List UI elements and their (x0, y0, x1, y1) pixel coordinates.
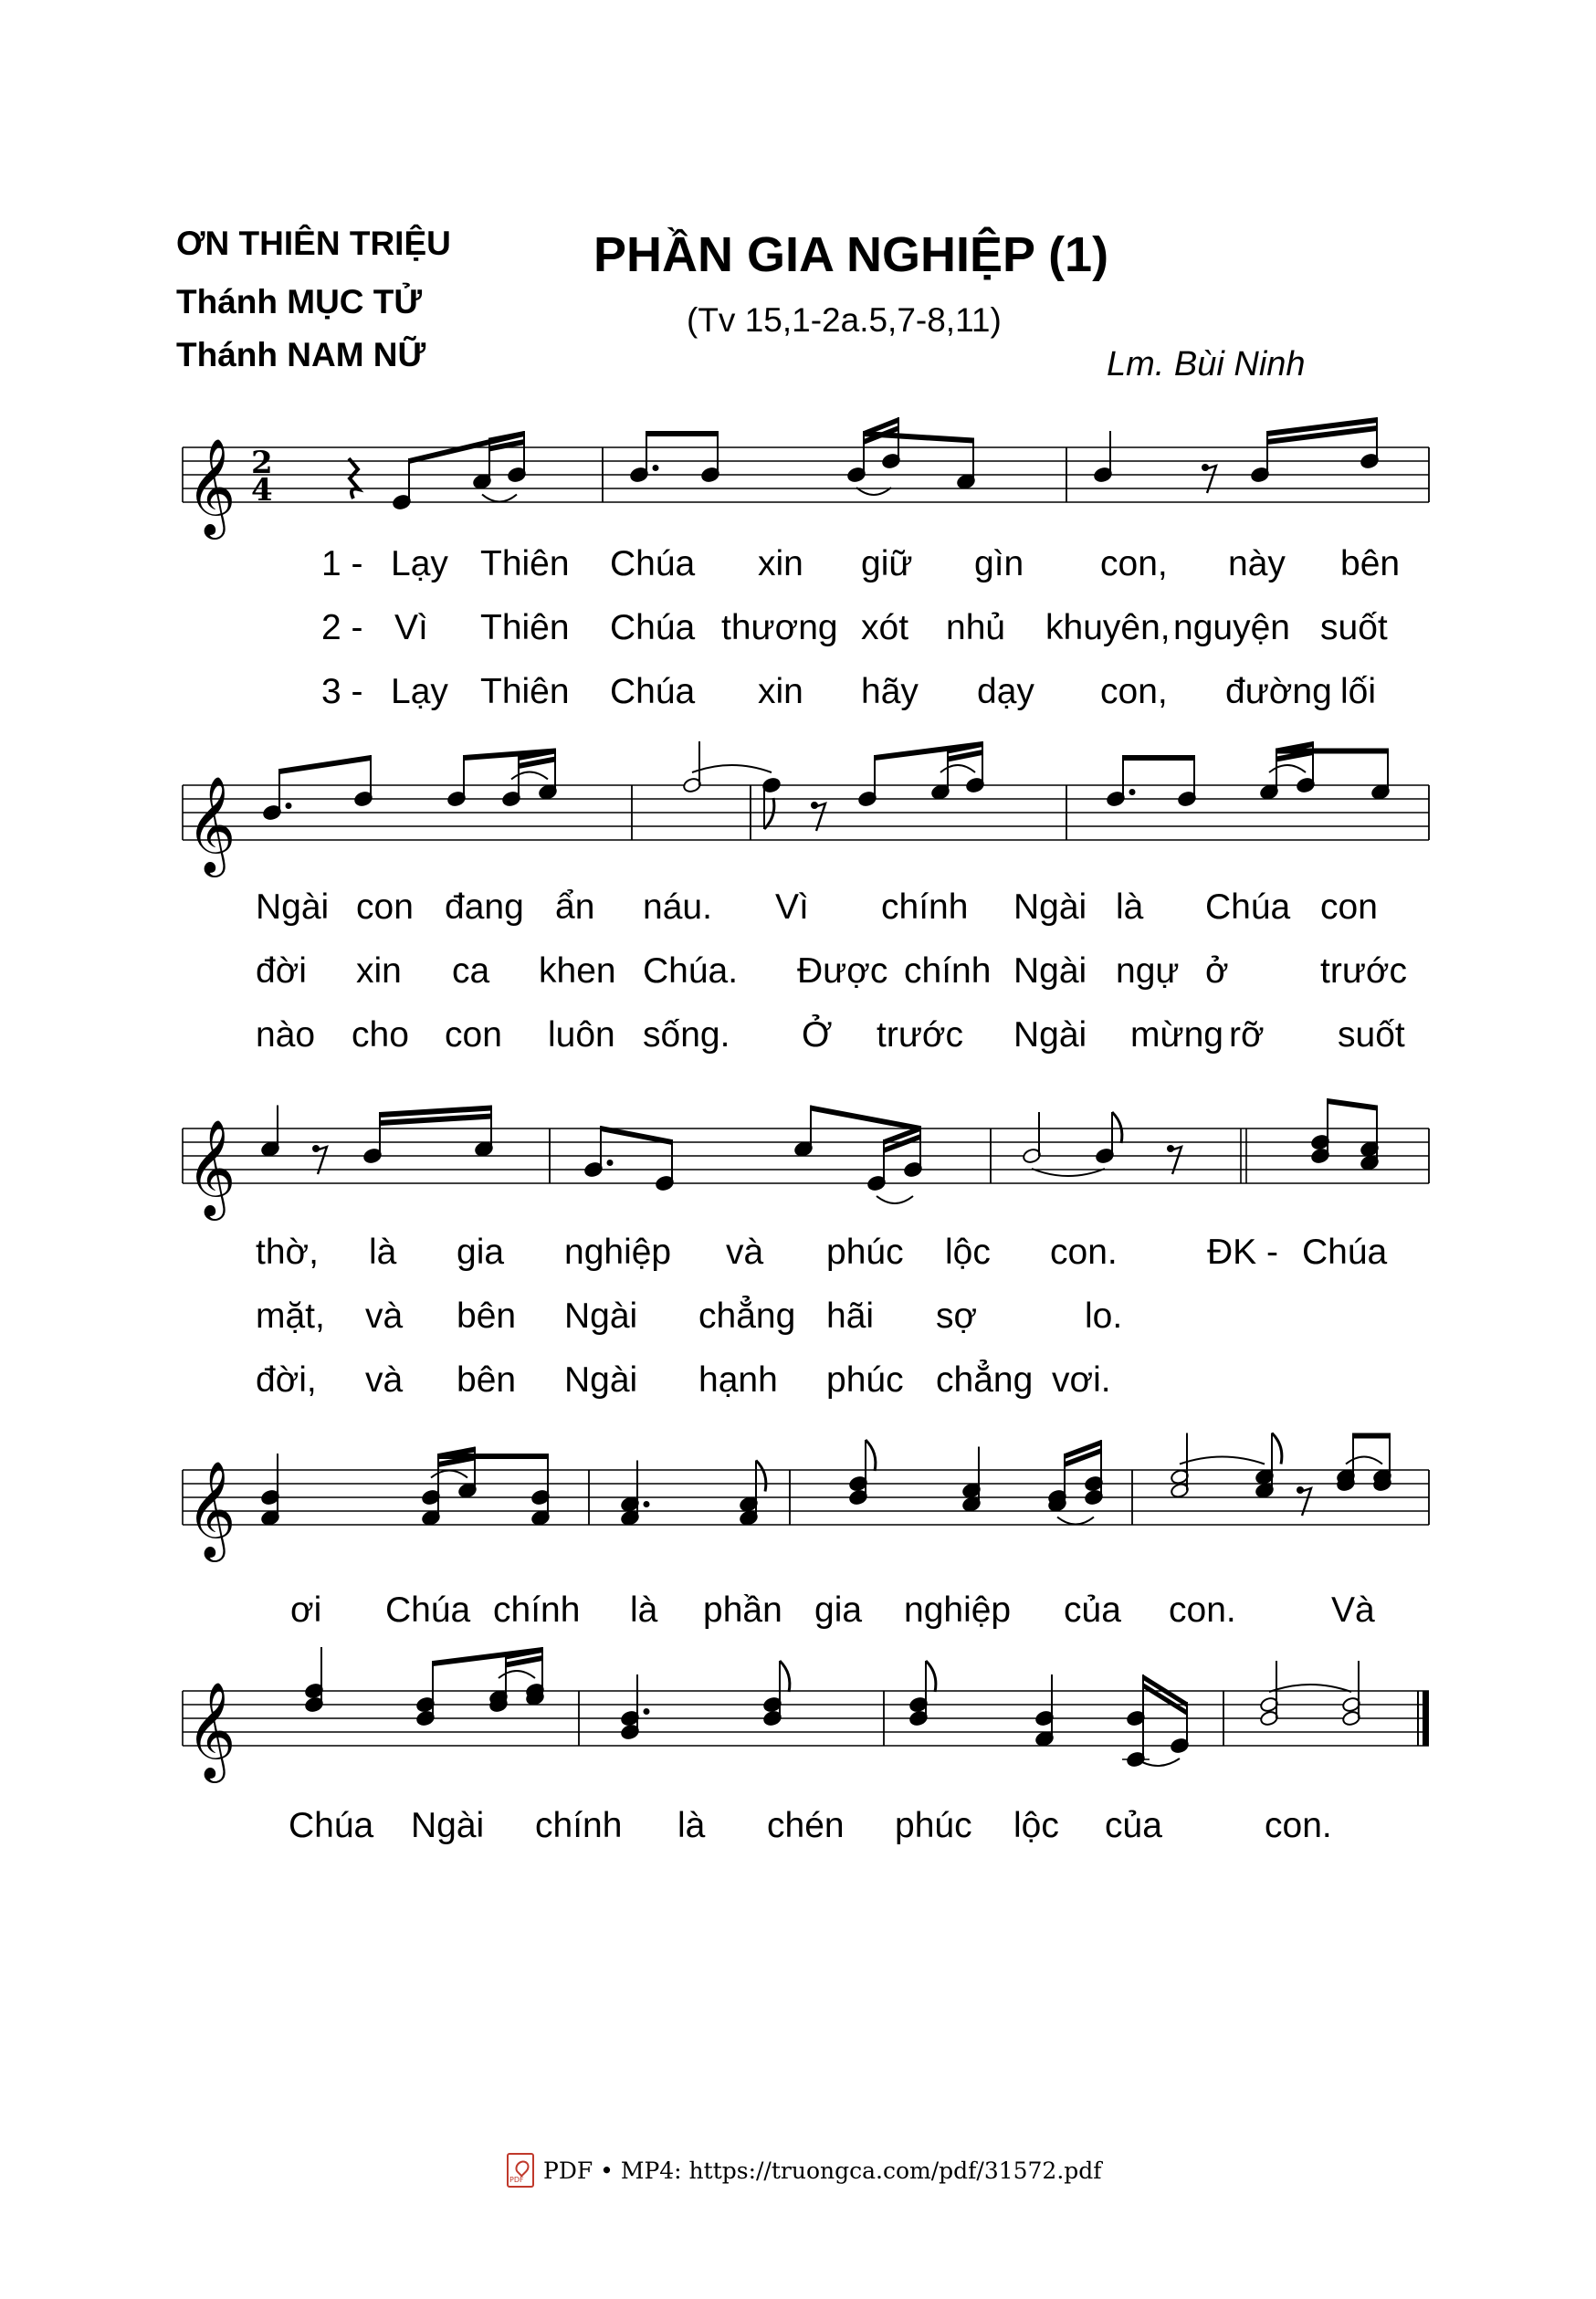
time-signature-top: 2 (251, 445, 273, 481)
footer (507, 2153, 1102, 2188)
lyric-syllable: hãi (826, 1296, 875, 1336)
augmentation-dot (1129, 789, 1136, 795)
lyric-syllable: Ngài (564, 1360, 638, 1400)
slur (1269, 765, 1306, 772)
lyric-syllable: chính (881, 887, 969, 927)
lyric-syllable: Chúa (1302, 1233, 1388, 1272)
lyric-syllable: Chúa (385, 1590, 471, 1630)
lyric-syllable: trước (877, 1015, 964, 1055)
lyric-syllable: rỡ (1229, 1015, 1265, 1055)
lyric-syllable: sống. (643, 1015, 730, 1055)
note-flag (866, 1440, 876, 1471)
lyric-syllable: phúc (826, 1360, 904, 1400)
lyric-syllable: ngự (1116, 951, 1180, 991)
lyrics-verse-1-line-2 (0, 887, 1596, 933)
note-flag (1272, 1433, 1282, 1464)
lyric-syllable: con (356, 887, 414, 927)
lyrics-verse-2-line-2 (0, 951, 1596, 997)
lyric-syllable: lối (1340, 672, 1377, 711)
slur (431, 1471, 467, 1478)
beam (811, 1106, 920, 1132)
beam (646, 431, 718, 436)
treble-clef-icon: 𝄞 (186, 1681, 236, 1779)
lyric-syllable: ẩn (555, 887, 595, 927)
pdf-file-icon (507, 2153, 534, 2188)
lyric-syllable: phúc (895, 1806, 972, 1845)
lyric-syllable: Chúa (1205, 887, 1291, 927)
note-flag (780, 1661, 790, 1692)
lyric-syllable: Chúa. (643, 951, 739, 991)
header-line-2: Thánh MỤC TỬ (176, 283, 423, 320)
lyrics-verse-2-line-3 (0, 1296, 1596, 1342)
lyric-syllable: phần (703, 1590, 782, 1630)
lyric-syllable: và (365, 1296, 404, 1336)
lyrics-verse-1-line-1 (0, 544, 1596, 590)
lyric-syllable: 3 - (321, 672, 363, 711)
lyric-syllable: thờ, (256, 1233, 319, 1272)
lyrics-verse-3-line-2 (0, 1015, 1596, 1061)
note-flag (1112, 1112, 1122, 1143)
lyric-syllable: suốt (1320, 608, 1388, 647)
lyric-syllable: Chúa (610, 672, 696, 711)
lyric-syllable: của (1064, 1590, 1121, 1630)
beam (279, 755, 371, 774)
lyric-syllable: Vì (394, 608, 428, 647)
lyric-syllable: là (1116, 887, 1144, 927)
beam (1353, 1433, 1390, 1439)
lyric-syllable: hạnh (698, 1360, 778, 1400)
slur (1180, 1457, 1265, 1464)
beam (1328, 1098, 1377, 1111)
beam (1123, 755, 1194, 761)
lyric-syllable: này (1228, 544, 1286, 583)
psalm-reference: (Tv 15,1-2a.5,7-8,11) (687, 301, 1002, 339)
slur (877, 1196, 913, 1203)
footer-link[interactable]: PDF • MP4: https://truongca.com/pdf/31572.pdf (543, 2157, 1102, 2184)
lyric-syllable: chính (493, 1590, 581, 1630)
lyric-syllable: nhủ (946, 608, 1006, 647)
lyric-syllable: con, (1100, 544, 1168, 583)
lyric-syllable: con (1320, 887, 1378, 927)
note-flag (926, 1661, 936, 1692)
slur (499, 1671, 535, 1678)
treble-clef-icon: 𝄞 (186, 775, 236, 873)
lyric-syllable: và (726, 1233, 764, 1272)
lyric-syllable: Ngài (411, 1806, 485, 1845)
lyric-syllable: giữ (861, 544, 913, 583)
lyric-syllable: chính (535, 1806, 623, 1845)
lyric-syllable: ở (1205, 951, 1229, 991)
lyric-syllable: khuyên, (1045, 608, 1171, 647)
lyric-syllable: gia (814, 1590, 863, 1630)
treble-clef-icon: 𝄞 (186, 1460, 236, 1558)
augmentation-dot (644, 1501, 650, 1507)
lyric-syllable: nghiệp (904, 1590, 1012, 1630)
lyric-syllable: là (630, 1590, 658, 1630)
lyrics-verse-3-line-1 (0, 672, 1596, 718)
lyric-syllable: con (445, 1015, 502, 1055)
lyric-syllable: đời (256, 951, 307, 991)
lyric-syllable: xót (861, 608, 909, 647)
lyric-syllable: Thiên (480, 544, 570, 583)
lyric-syllable: luôn (548, 1015, 615, 1055)
lyric-syllable: lo. (1085, 1296, 1123, 1336)
lyric-syllable: phúc (826, 1233, 904, 1272)
lyric-syllable: Lạy (391, 544, 448, 583)
header-line-1: ƠN THIÊN TRIỆU (176, 225, 451, 262)
staff-system-5 (0, 1645, 1596, 1791)
lyric-syllable: mặt, (256, 1296, 325, 1336)
lyric-syllable: và (365, 1360, 404, 1400)
lyrics-verse-1-line-3 (0, 1233, 1596, 1278)
lyric-syllable: chính (904, 951, 992, 991)
lyric-syllable: Ở (802, 1015, 833, 1055)
lyric-syllable: Ngài (1013, 1015, 1087, 1055)
slur (1057, 1517, 1094, 1525)
lyric-syllable: con. (1050, 1233, 1118, 1272)
lyric-syllable: bên (457, 1296, 517, 1336)
lyric-syllable: đường (1225, 672, 1332, 711)
lyric-syllable: Ngài (1013, 887, 1087, 927)
lyric-syllable: Vì (775, 887, 809, 927)
lyric-syllable: nào (256, 1015, 316, 1055)
lyric-syllable: xin (356, 951, 402, 991)
lyric-syllable: đời, (256, 1360, 317, 1400)
lyric-syllable: ơi (290, 1590, 322, 1630)
header-line-3: Thánh NAM NỮ (176, 336, 426, 373)
lyric-syllable: xin (758, 672, 803, 711)
lyric-syllable: con. (1169, 1590, 1236, 1630)
treble-clef-icon: 𝄞 (186, 1118, 236, 1216)
lyric-syllable: xin (758, 544, 803, 583)
staff-system-1 (0, 402, 1596, 548)
slur (692, 765, 772, 772)
lyric-syllable: mừng (1130, 1015, 1223, 1055)
lyric-syllable: Lạy (391, 672, 448, 711)
lyric-syllable: bên (1340, 544, 1401, 583)
note-flag (756, 1461, 766, 1492)
lyric-syllable: bên (457, 1360, 517, 1400)
lyric-syllable: Ngài (256, 887, 330, 927)
lyric-syllable: sợ (936, 1296, 978, 1336)
lyric-syllable: náu. (643, 887, 712, 927)
lyric-syllable: con, (1100, 672, 1168, 711)
lyric-syllable: Ngài (564, 1296, 638, 1336)
quarter-rest-icon (349, 458, 359, 499)
augmentation-dot (653, 465, 659, 471)
lyric-syllable: Chúa (610, 544, 696, 583)
lyric-syllable: vơi. (1052, 1360, 1111, 1400)
lyric-syllable: đang (445, 887, 524, 927)
lyric-syllable: nguyện (1173, 608, 1290, 647)
lyric-syllable: lộc (1013, 1806, 1059, 1845)
slur (482, 495, 517, 502)
lyric-syllable: hãy (861, 672, 919, 711)
lyric-syllable: cho (352, 1015, 409, 1055)
lyric-syllable: dạy (977, 672, 1034, 711)
lyric-syllable: thương (721, 608, 838, 647)
lyric-syllable: của (1105, 1806, 1162, 1845)
lyric-syllable: lộc (945, 1233, 991, 1272)
lyric-syllable: Được (797, 951, 888, 991)
lyrics-refrain-line-1 (0, 1590, 1596, 1636)
lyric-syllable: trước (1320, 951, 1408, 991)
staff-system-4 (0, 1424, 1596, 1570)
lyrics-verse-2-line-1 (0, 608, 1596, 654)
augmentation-dot (286, 803, 292, 809)
treble-clef-icon: 𝄞 (186, 437, 236, 535)
composer: Lm. Bùi Ninh (1107, 345, 1306, 383)
lyric-syllable: Chúa (610, 608, 696, 647)
lyric-syllable: gia (457, 1233, 505, 1272)
lyric-syllable: 1 - (321, 544, 363, 583)
staff-system-2 (0, 740, 1596, 886)
lyric-syllable: là (677, 1806, 706, 1845)
lyric-syllable: ĐK - (1207, 1233, 1278, 1272)
lyric-syllable: Thiên (480, 608, 570, 647)
lyric-syllable: Và (1331, 1590, 1375, 1630)
lyric-syllable: Ngài (1013, 951, 1087, 991)
slur (511, 772, 548, 780)
time-signature-bottom: 4 (251, 472, 273, 509)
lyric-syllable: là (369, 1233, 397, 1272)
lyric-syllable: nghiệp (564, 1233, 672, 1272)
lyric-syllable: con. (1265, 1806, 1332, 1845)
lyric-syllable: khen (539, 951, 616, 991)
slur (940, 765, 975, 772)
song-title: PHẦN GIA NGHIỆP (1) (593, 227, 1109, 282)
lyrics-refrain-line-2 (0, 1806, 1596, 1852)
note-flag (764, 798, 774, 829)
lyric-syllable: chén (767, 1806, 845, 1845)
lyric-syllable: 2 - (321, 608, 363, 647)
lyric-syllable: ca (452, 951, 490, 991)
lyric-syllable: Chúa (289, 1806, 374, 1845)
lyric-syllable: gìn (974, 544, 1024, 583)
lyrics-verse-3-line-3 (0, 1360, 1596, 1406)
lyric-syllable: Thiên (480, 672, 570, 711)
lyric-syllable: suốt (1338, 1015, 1405, 1055)
slur (1346, 1457, 1382, 1464)
final-barline (1423, 1691, 1429, 1746)
augmentation-dot (607, 1160, 614, 1166)
augmentation-dot (644, 1708, 650, 1715)
lyric-syllable: chẳng (698, 1296, 796, 1336)
lyric-syllable: chẳng (936, 1360, 1034, 1400)
staff-system-3 (0, 1083, 1596, 1229)
